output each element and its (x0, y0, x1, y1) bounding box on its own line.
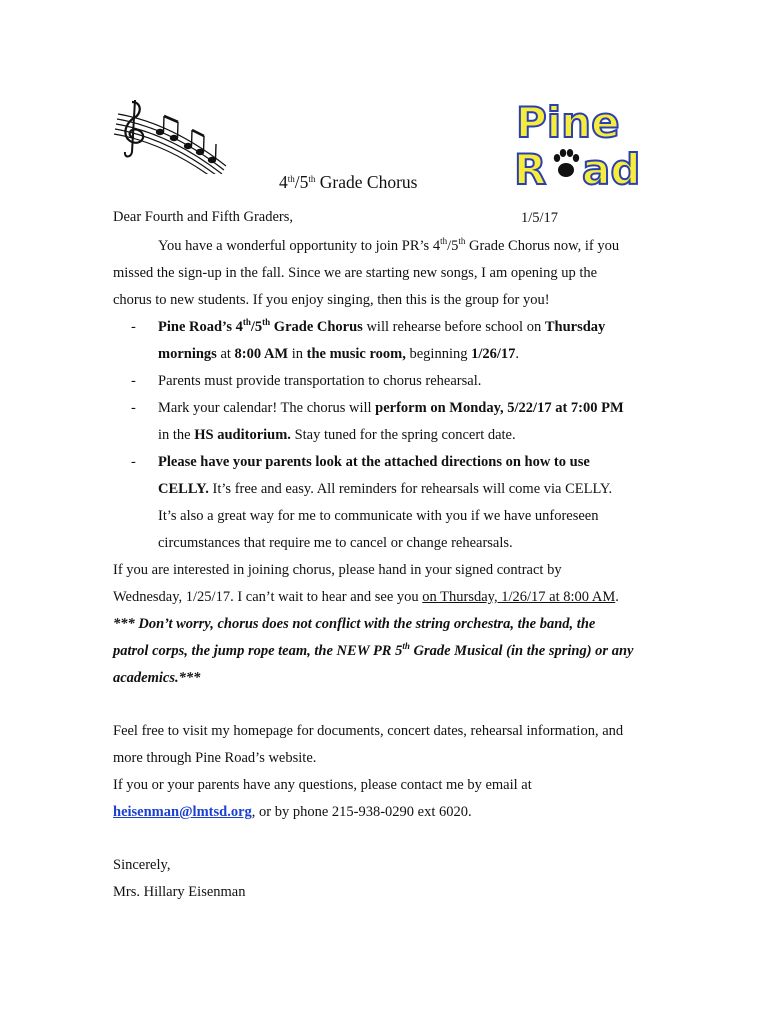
bold-text: the music room, (306, 346, 406, 362)
bold-text: CELLY. (158, 481, 209, 497)
underlined-date: on Thursday, 1/26/17 at 8:00 AM (422, 589, 616, 605)
homepage-line-4 (113, 805, 472, 820)
signature: Mrs. Hillary Eisenman (113, 884, 246, 900)
bullet-dash: - (131, 373, 136, 389)
text: . (615, 589, 619, 605)
title-sup: th (308, 174, 316, 184)
text: Grade Chorus now, if you (465, 238, 620, 254)
sup: th (242, 317, 251, 327)
text: in the (158, 427, 195, 443)
text: Stay tuned for the spring concert date. (290, 427, 516, 443)
title-part: /5 (294, 172, 309, 192)
text: will rehearse before school on (362, 319, 545, 335)
contract-line-1: If you are interested in joining chorus, please hand in your signed contract by (113, 562, 562, 578)
bold-text: /5 (250, 319, 263, 335)
text: /5 (447, 238, 459, 254)
contract-line-2 (113, 590, 619, 605)
music-notes-icon (108, 96, 233, 174)
bullet-dash: - (131, 319, 136, 335)
bullet-4-line-2 (158, 482, 612, 497)
bold-text: Thursday (544, 319, 606, 335)
bullet-4-line-3: It’s also a great way for me to communicate with you if we have unforeseen (158, 508, 599, 524)
bullet-3-line-1 (158, 401, 624, 416)
text: in (288, 346, 307, 362)
intro-line-2: missed the sign-up in the fall. Since we are starting new songs, I am opening up the (113, 265, 598, 281)
bullet-dash: - (131, 454, 136, 470)
bold-text: Grade Chorus (270, 319, 363, 335)
bullet-dash: - (131, 400, 136, 416)
sup: th (440, 236, 448, 246)
bullet-1-line-2 (158, 347, 519, 362)
text: patrol corps, the jump rope team, the NEW PR 5 (113, 643, 403, 659)
text: Grade Musical (in the spring) or any (409, 643, 634, 659)
bullet-4-line-4: circumstances that require me to cancel or change rehearsals. (158, 535, 513, 551)
title-part: Grade Chorus (315, 172, 418, 192)
bullet-3-line-2 (158, 428, 516, 443)
text: . (515, 346, 520, 362)
title-sup: th (287, 174, 295, 184)
logo-line-1: Pine (516, 98, 620, 147)
bullet-2: Parents must provide transportation to chorus rehearsal. (158, 373, 482, 389)
logo-line-2-r: R (514, 145, 547, 192)
bold-text: Pine Road’s 4 (158, 319, 243, 335)
paw-print-icon (554, 149, 579, 177)
note-line-1: *** Don’t worry, chorus does not conflict with the string orchestra, the band, the (113, 616, 596, 632)
text: Wednesday, 1/25/17. I can’t wait to hear and see you (113, 589, 423, 605)
sup: th (458, 236, 466, 246)
text: It’s free and easy. All reminders for rehearsals will come via CELLY. (208, 481, 613, 497)
text: , or by phone 215-938-0290 ext 6020. (251, 804, 472, 820)
bullet-1-line-1 (158, 317, 606, 335)
page-title (279, 172, 417, 193)
homepage-line-3: If you or your parents have any questions, please contact me by email at (113, 777, 532, 793)
bold-text: mornings (158, 346, 217, 362)
bold-text: perform on Monday, 5/22/17 at 7:00 PM (375, 400, 624, 416)
intro-line-1 (158, 236, 620, 254)
bold-text: HS auditorium. (194, 427, 291, 443)
greeting: Dear Fourth and Fifth Graders, (113, 209, 293, 225)
homepage-line-2: more through Pine Road’s website. (113, 750, 317, 766)
sup: th (402, 641, 410, 651)
bold-text: Please have your parents look at the attached directions on how to use (158, 454, 590, 470)
note-line-3: academics.*** (113, 670, 201, 686)
pine-road-logo (510, 92, 645, 197)
text: Mark your calendar! The chorus will (158, 400, 376, 416)
bold-text: 1/26/17 (471, 346, 516, 362)
text: at (216, 346, 235, 362)
intro-line-3: chorus to new students. If you enjoy singing, then this is the group for you! (113, 292, 550, 308)
bold-text: 8:00 AM (234, 346, 289, 362)
homepage-line-1: Feel free to visit my homepage for documents, concert dates, rehearsal information, and (113, 723, 624, 739)
closing: Sincerely, (113, 857, 171, 873)
note-line-2 (113, 641, 634, 659)
logo-line-2-ad: ad (582, 145, 641, 192)
text: You have a wonderful opportunity to join PR’s 4 (158, 238, 441, 254)
email-link[interactable]: heisenman@lmtsd.org (113, 804, 252, 820)
text: beginning (405, 346, 472, 362)
letter-date: 1/5/17 (521, 210, 559, 226)
title-part: 4 (279, 172, 288, 192)
bullet-4-line-1 (158, 455, 590, 470)
sup: th (262, 317, 271, 327)
